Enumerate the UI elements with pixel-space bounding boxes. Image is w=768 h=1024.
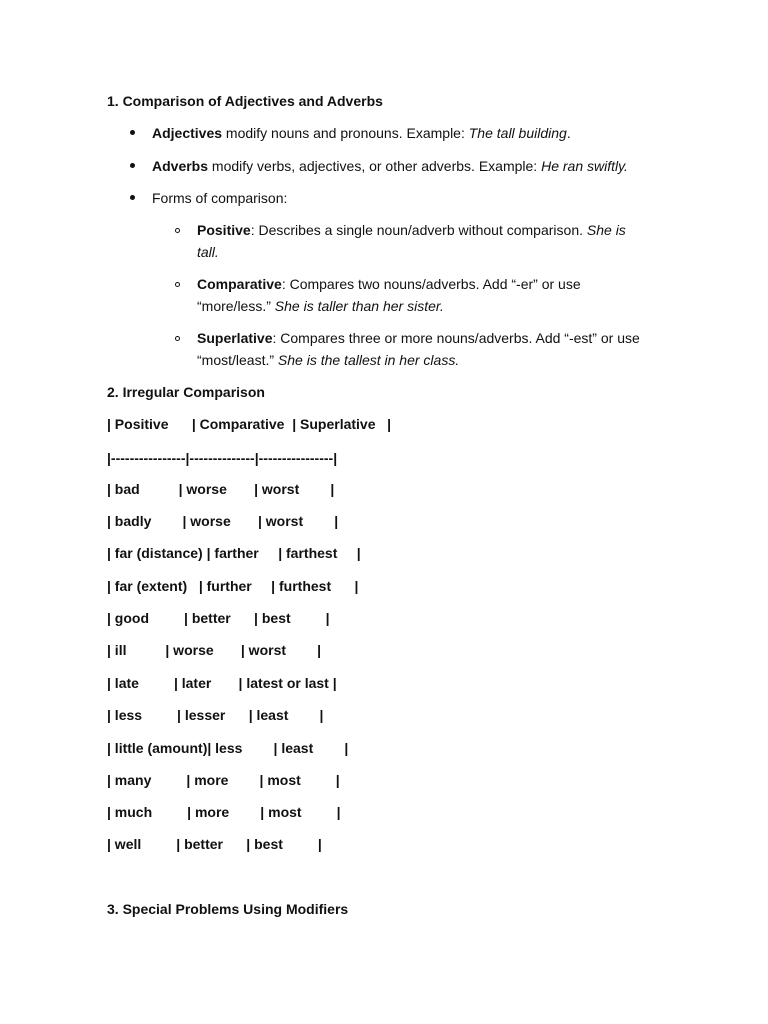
table-row: | far (extent) | further | furthest | <box>107 578 359 594</box>
positive-text: : Describes a single noun/adverb without comparison. <box>250 222 587 238</box>
positive-example-a: She is <box>586 222 626 238</box>
sub-bullet-icon <box>175 282 180 287</box>
positive-term: Positive <box>197 222 251 238</box>
table-row: | ill | worse | worst | <box>107 642 322 658</box>
adjectives-item <box>152 124 571 142</box>
table-row: | less | lesser | least | <box>107 707 324 723</box>
comparative-line2 <box>197 297 444 315</box>
adjectives-text: modify nouns and pronouns. Example: <box>222 125 469 141</box>
sub-bullet-icon <box>175 228 180 233</box>
forms-item: Forms of comparison: <box>152 190 288 206</box>
table-row: | bad | worse | worst | <box>107 481 335 497</box>
table-row: | many | more | most | <box>107 772 340 788</box>
table-row: | late | later | latest or last | <box>107 675 337 691</box>
adverbs-example: He ran swiftly. <box>541 158 628 174</box>
comparative-text2: “more/less.” <box>197 298 275 314</box>
table-row: | Positive | Comparative | Superlative | <box>107 416 392 432</box>
superlative-example: She is the tallest in her class. <box>277 352 460 368</box>
superlative-text2: “most/least.” <box>197 352 278 368</box>
bullet-icon <box>130 195 135 200</box>
bullet-icon <box>130 130 135 135</box>
comparative-term: Comparative <box>197 276 282 292</box>
table-row: | badly | worse | worst | <box>107 513 339 529</box>
table-row: | good | better | best | <box>107 610 330 626</box>
table-row: | little (amount)| less | least | <box>107 740 349 756</box>
adverbs-text: modify verbs, adjectives, or other adverbs. Example: <box>208 158 542 174</box>
adjectives-example: The tall building <box>468 125 567 141</box>
positive-line1 <box>197 221 626 239</box>
table-row: | far (distance) | farther | farthest | <box>107 545 361 561</box>
section3-heading: 3. Special Problems Using Modifiers <box>107 901 349 917</box>
superlative-line2 <box>197 351 459 369</box>
adjectives-end: . <box>566 125 571 141</box>
table-row: |----------------|--------------|----------------| <box>107 450 338 466</box>
comparative-line1 <box>197 275 581 293</box>
sub-bullet-icon <box>175 336 180 341</box>
superlative-line1 <box>197 329 640 347</box>
table-row: | much | more | most | <box>107 804 341 820</box>
adverbs-term: Adverbs <box>152 158 209 174</box>
superlative-text: : Compares three or more nouns/adverbs. Add “-est” or use <box>272 330 640 346</box>
comparative-text: : Compares two nouns/adverbs. Add “-er” or use <box>281 276 581 292</box>
bullet-icon <box>130 163 135 168</box>
adjectives-term: Adjectives <box>152 125 223 141</box>
adverbs-item <box>152 157 628 175</box>
section2-heading: 2. Irregular Comparison <box>107 384 265 400</box>
superlative-term: Superlative <box>197 330 273 346</box>
section1-heading: 1. Comparison of Adjectives and Adverbs <box>107 93 383 109</box>
table-row: | well | better | best | <box>107 836 322 852</box>
positive-example-b: tall. <box>197 244 219 260</box>
comparative-example: She is taller than her sister. <box>274 298 444 314</box>
